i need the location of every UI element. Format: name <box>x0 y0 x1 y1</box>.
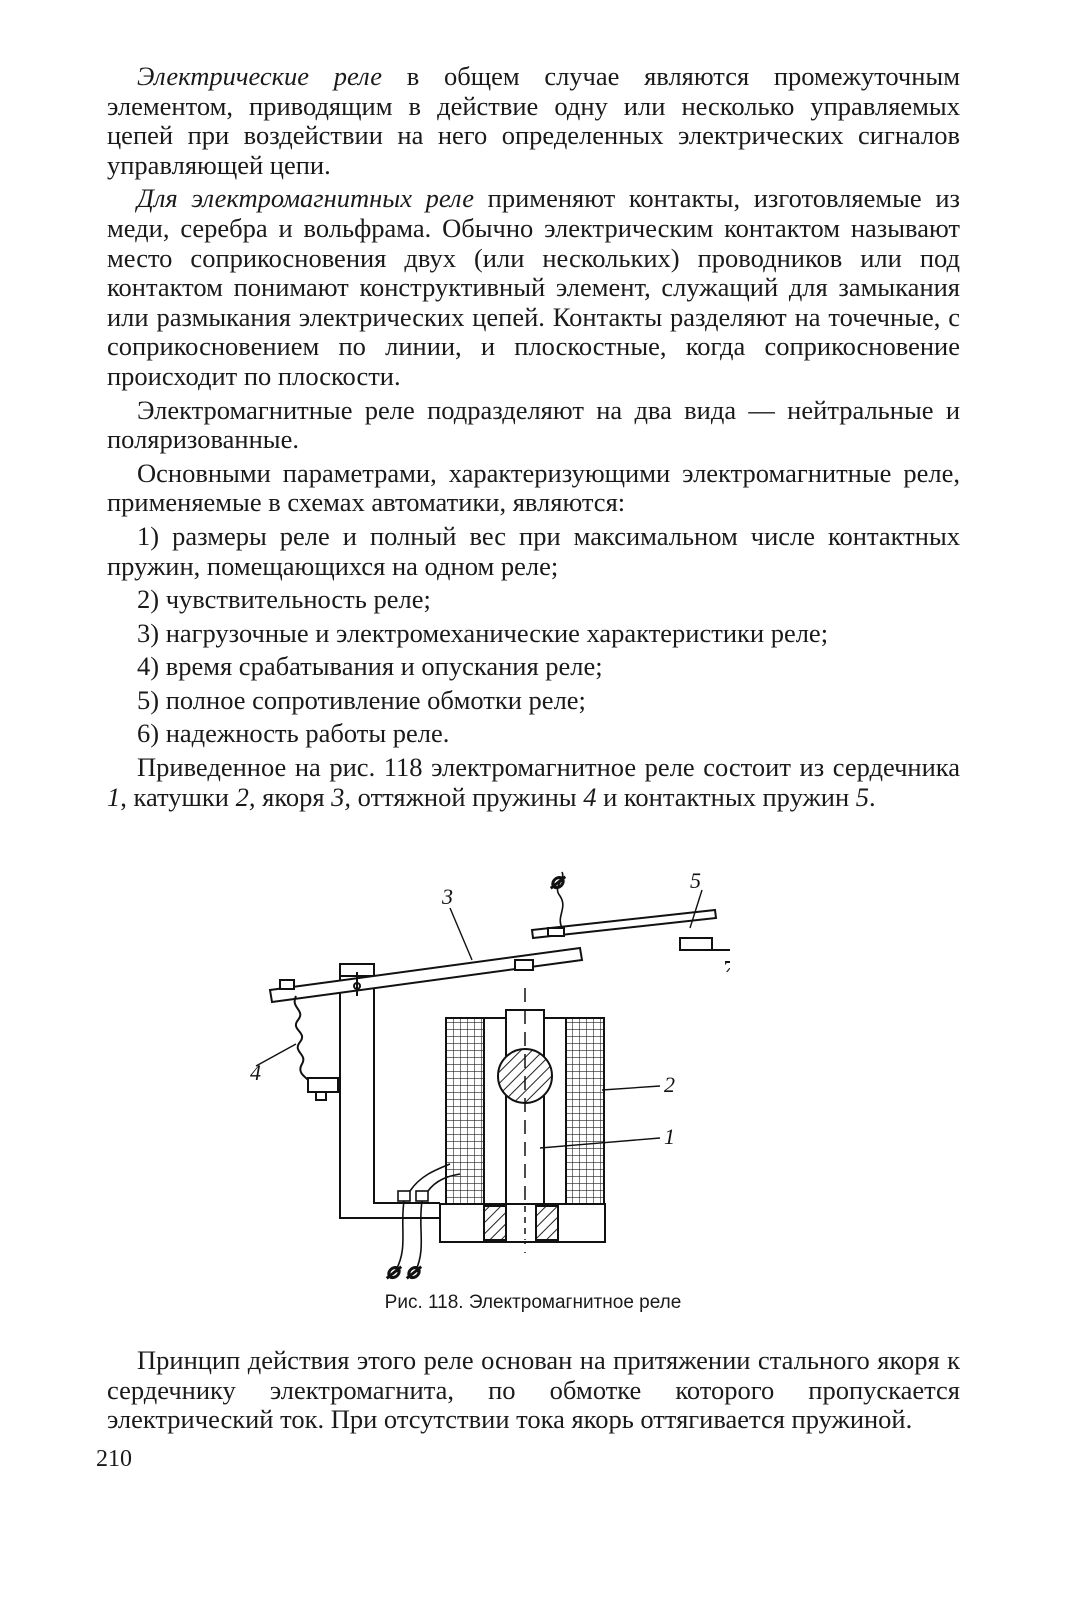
list-item-text: 1) размеры реле и полный вес при максимальном числе контактных пружин, помещающихся на одном реле; <box>107 520 960 581</box>
label-coil: 2 <box>664 1072 675 1097</box>
paragraph <box>107 459 960 518</box>
intro-text: , катушки <box>120 781 236 812</box>
ref-armature: 3, <box>331 781 352 812</box>
svg-text:⌀: ⌀ <box>406 1258 420 1283</box>
paragraph-text: Основными параметрами, характеризующими электромагнитные реле, применяемые в схемах автоматики, являются: <box>107 457 960 518</box>
paragraph <box>107 184 960 391</box>
paragraph <box>107 396 960 455</box>
intro-text: якоря <box>255 781 332 812</box>
relay-diagram <box>250 868 730 1298</box>
label-spring: 4 <box>250 1060 261 1085</box>
label-core: 1 <box>664 1124 675 1149</box>
ref-spring: 4 <box>583 781 597 812</box>
svg-text:⌀: ⌀ <box>550 868 564 893</box>
intro-text: оттяжной пружины <box>351 781 584 812</box>
spring-4 <box>295 996 338 1100</box>
figure-intro-paragraph <box>107 753 960 812</box>
intro-text: . <box>869 781 876 812</box>
list-item-text: 6) надежность работы реле. <box>137 718 450 749</box>
label-armature: 3 <box>442 884 453 909</box>
list-item <box>107 719 960 749</box>
paragraph-text: Электромагнитные реле подразделяют на два вида — нейтральные и поляризованные. <box>107 394 960 455</box>
svg-text:⌀: ⌀ <box>386 1258 400 1283</box>
paragraph: Принцип действия этого реле основан на притяжении стального якоря к сердечнику электромагнита, по обмотке которого пропускается электрический ток. При отсутствии тока якорь оттягивается пружиной. <box>107 1345 960 1435</box>
intro-text: Приведенное на рис. 118 электромагнитное реле состоит из сердечника <box>137 752 960 783</box>
paragraph-text: в общем случае являются промежуточным элементом, приводящим в действие одну или несколько управляемых цепей при воздействии на него определенных электрических сигналов управляющей цепи. <box>107 61 960 180</box>
list-item-text: 2) чувствительность реле; <box>137 584 431 615</box>
ref-core: 1 <box>107 781 121 812</box>
intro-text: и контактных пружин <box>596 781 856 812</box>
list-item <box>107 619 960 649</box>
paragraph-text: применяют контакты, изготовляемые из меди, серебра и вольфрама. Обычно электрическим контактом называют место соприкосновения двух (или нескольких) проводников или под контактом понимают конструктивный элемент, служащий для замыкания или размыкания электрических цепей. Контакты разделяют на точечные, с соприкосновением по линии, и плоскостные, когда соприкосновение происходит по плоскости. <box>107 183 960 391</box>
page-number: 210 <box>96 1446 132 1472</box>
ref-contact-springs: 5 <box>855 781 870 812</box>
armature-3 <box>270 948 582 1002</box>
list-item-text: 4) время срабатывания и опускания реле; <box>137 651 603 682</box>
paragraph-emphasis: Электрические реле <box>137 61 383 91</box>
base-plate <box>440 1204 605 1242</box>
paragraph-emphasis: Для электромагнитных реле <box>137 183 474 214</box>
ref-coil: 2, <box>235 781 256 812</box>
relay-figure <box>250 868 730 1298</box>
list-item <box>107 522 960 581</box>
paragraph <box>107 62 960 180</box>
list-item-text: 5) полное сопротивление обмотки реле; <box>137 684 586 715</box>
list-item-text: 3) нагрузочные и электромеханические характеристики реле; <box>137 617 829 648</box>
list-item <box>107 686 960 716</box>
text-block-top <box>107 62 960 812</box>
wire-to-contacts <box>550 868 566 928</box>
text-block-bottom <box>107 1346 960 1435</box>
label-contact-springs: 5 <box>690 868 701 893</box>
list-item <box>107 585 960 615</box>
figure-caption: Рис. 118. Электромагнитное реле <box>384 1292 682 1313</box>
list-item <box>107 652 960 682</box>
